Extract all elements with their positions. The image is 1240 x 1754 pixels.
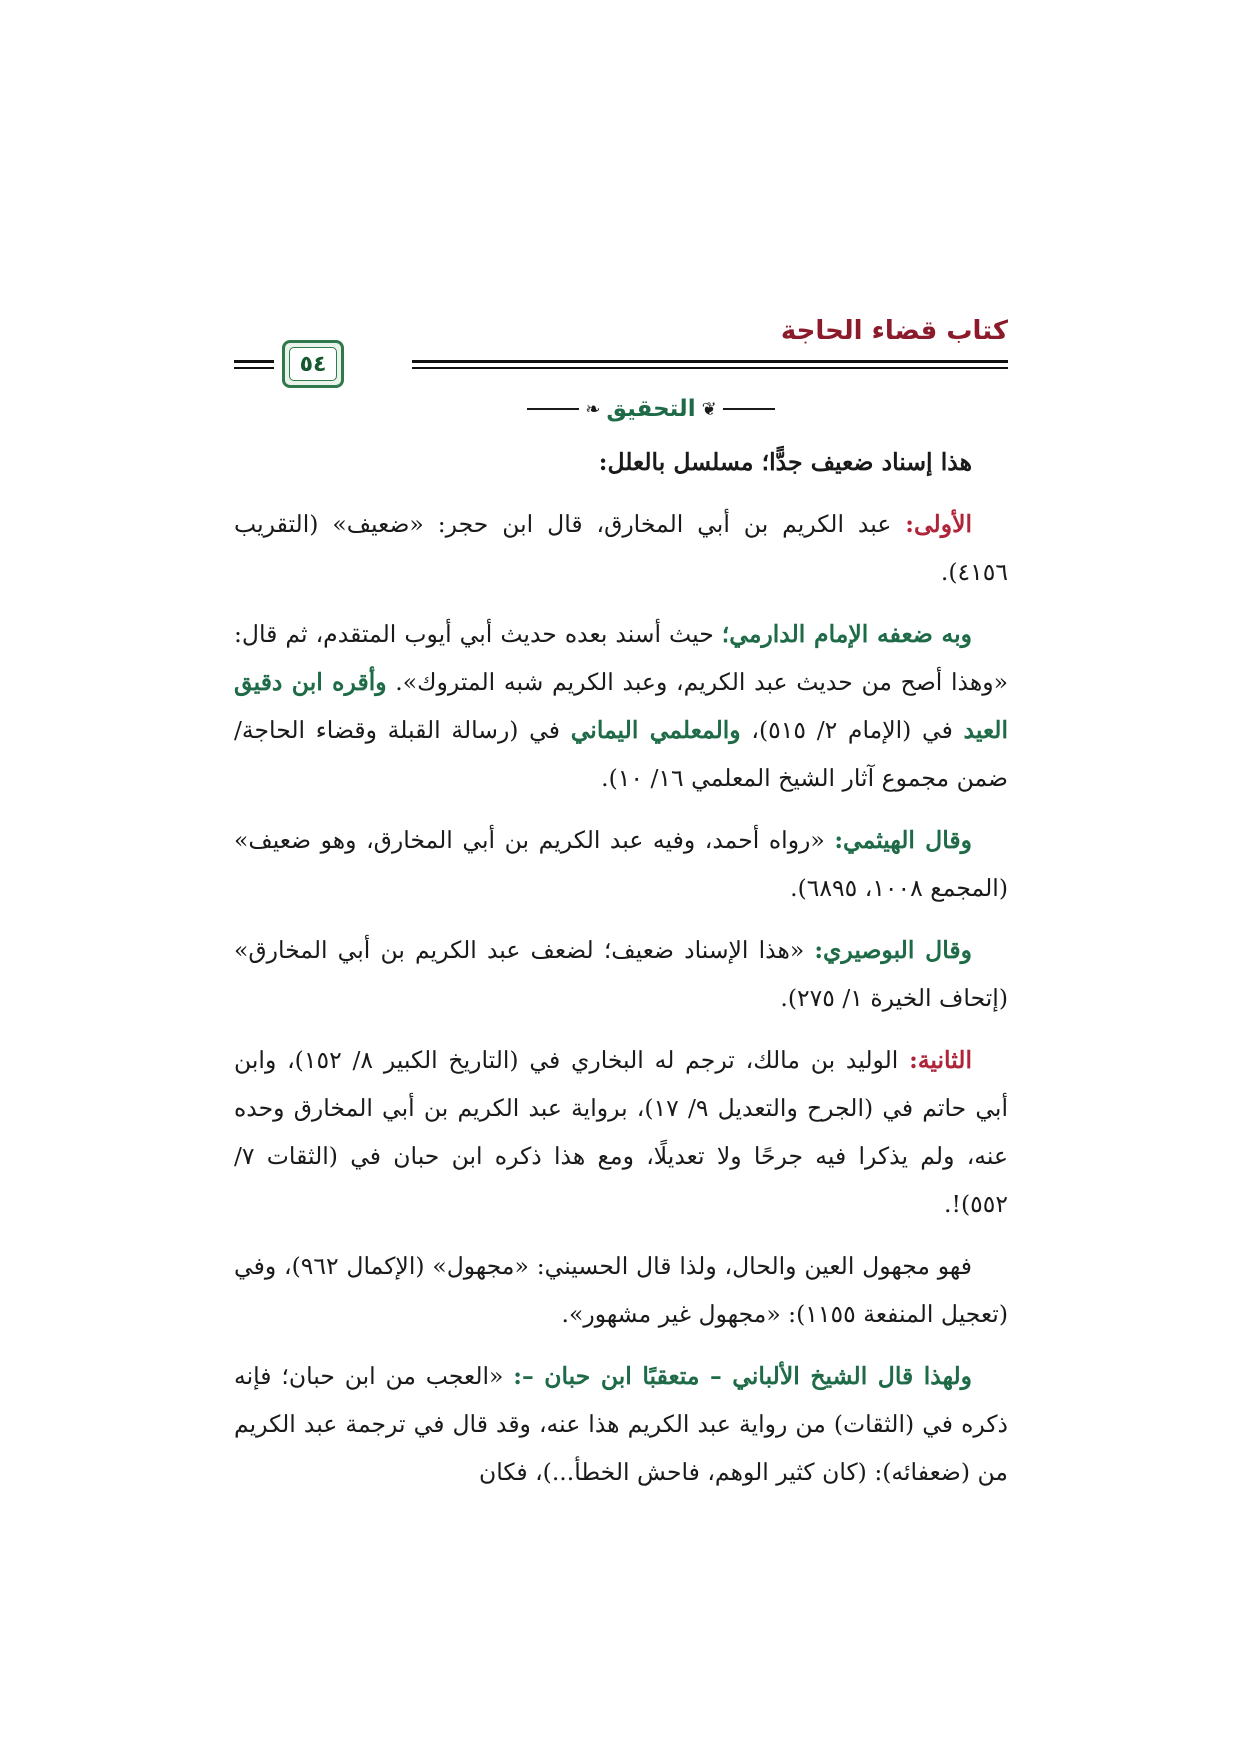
header-rule [412,360,1008,370]
heading-divider-right [723,408,775,410]
keyword-muallimi: والمعلمي اليماني [570,716,741,744]
paragraph-text: «هذا الإسناد ضعيف؛ لضعف عبد الكريم بن أبي المخارق» (إتحاف الخيرة ١/ ٢٧٥). [234,936,1008,1012]
section-title: التحقيق [606,396,696,422]
ornament-icon: ❦ [701,398,717,420]
paragraph-text: «العجب من ابن حبان؛ فإنه ذكره في (الثقات) من رواية عبد الكريم هذا عنه، وقد قال في ترجمة عبد الكريم من (ضعفائه): (كان كثير الوهم، فاحش الخطأ...)، فكان [234,1362,1008,1486]
keyword-busiri: وقال البوصيري: [814,936,972,964]
paragraph-first-defect [234,500,1008,596]
heading-divider-left [527,408,579,410]
book-title: كتاب قضاء الحاجة [780,316,1008,346]
keyword-first: الأولى: [905,510,972,538]
paragraph-text: في (الإمام ٢/ ٥١٥)، [751,716,953,744]
intro-statement: هذا إسناد ضعيف جدًّا؛ مسلسل بالعلل: [598,448,972,476]
paragraph-busiri [234,926,1008,1022]
paragraph-second-defect [234,1036,1008,1228]
paragraph-majhul: فهو مجهول العين والحال، ولذا قال الحسيني: «مجهول» (الإكمال ٩٦٢)، وفي (تعجيل المنفعة ١١٥٥): «مجهول غير مشهور». [234,1252,1008,1328]
keyword-second: الثانية: [909,1046,972,1074]
header-rule-short [234,360,274,370]
section-heading [234,392,1008,426]
page-number: ٥٤ [289,347,337,381]
document-page [234,300,1008,1510]
ornament-icon: ❧ [585,398,601,420]
keyword-albani: ولهذا قال الشيخ الألباني – متعقبًا ابن حبان –: [513,1362,972,1390]
paragraph-darimi [234,610,1008,802]
keyword-ibn-daqiq: وأقره ابن دقيق العيد [234,668,1008,744]
keyword-darimi: وبه ضعفه الإمام الدارمي؛ [721,620,972,648]
keyword-haythami: وقال الهيثمي: [834,826,972,854]
paragraph-text: الوليد بن مالك، ترجم له البخاري في (التاريخ الكبير ٨/ ١٥٢)، وابن أبي حاتم في (الجرح والتعديل ٩/ ١٧)، برواية عبد الكريم بن أبي المخارق وحده عنه، ولم يذكرا فيه جرحًا ولا تعديلًا، ومع هذا ذكره ابن حبان في (الثقات ٧/ ٥٥٢)!. [234,1046,1008,1218]
paragraph-text: حيث أسند بعده حديث أبي أيوب المتقدم، ثم قال: «وهذا أصح من حديث عبد الكريم، وعبد الكريم شبه المتروك». [234,620,1008,696]
paragraph-haythami [234,816,1008,912]
page-number-badge [282,340,344,388]
paragraph-text: «رواه أحمد، وفيه عبد الكريم بن أبي المخارق، وهو ضعيف» (المجمع ١٠٠٨، ٦٨٩٥). [234,826,1008,902]
paragraph-text: في (رسالة القبلة وقضاء الحاجة/ ضمن مجموع آثار الشيخ المعلمي ١٦/ ١٠). [234,716,1008,792]
paragraph-text: عبد الكريم بن أبي المخارق، قال ابن حجر: «ضعيف» (التقريب ٤١٥٦). [234,510,1008,586]
paragraph-albani [234,1352,1008,1496]
page-header [234,300,1008,392]
